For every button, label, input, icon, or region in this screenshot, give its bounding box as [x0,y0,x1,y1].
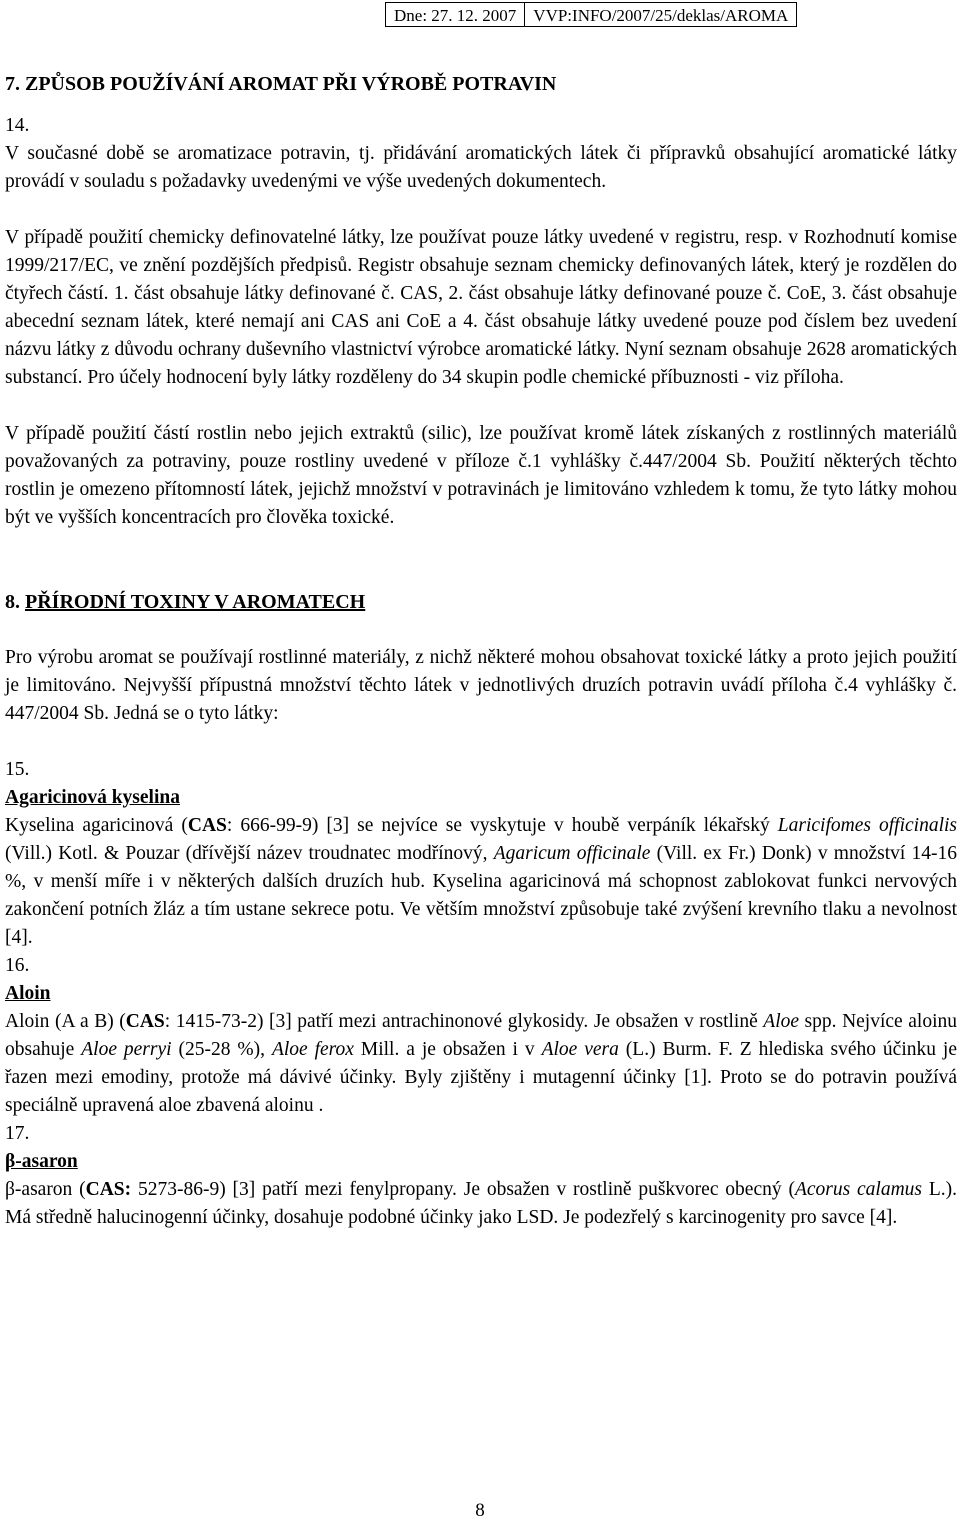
entry-17-title: β-asaron [5,1151,78,1172]
entry-15-text: Kyselina agaricinová (CAS: 666-99-9) [3] se nejvíce se vyskytuje v houbě verpáník lékařský Laricifomes officinalis (Vill.) Kotl. & Pouzar (dřívější název troudnatec modřínový, Agaricum officinale (Vill. ex Fr.) Donk) v množství 14-16 %, v menší míře i v některých dalších druzích hub. Kyselina agaricinová má schopnost zablokovat funkci nervových zakončení potních žláz a tím ustane sekrece potu. Ve větším množství způsobuje také zvýšení krevního tlaku a nevolnost [4]. [5,815,957,948]
paragraph-number-14: 14. [5,115,30,136]
section-8-heading-number: 8. [5,591,25,613]
section-8-heading-text: PŘÍRODNÍ TOXINY V AROMATECH [25,591,366,613]
entry-17-number: 17. [5,1123,30,1144]
section-7-paragraph-3: V případě použití částí rostlin nebo jejich extraktů (silic), lze používat kromě látek získaných z rostlinných materiálů považovaných za potraviny, pouze rostliny uvedené v příloze č.1 vyhlášky č.447/2004 Sb. Použití některých těchto rostlin je omezeno přítomností látek, jejichž množství v potravinách je limitováno vzhledem k tomu, že tyto látky mohou být ve vyšších koncentracích pro člověka toxické. [5,423,957,528]
entry-16-title: Aloin [5,983,51,1004]
page-number: 8 [475,1500,485,1521]
document-body [5,70,957,1232]
document-header [385,2,797,27]
entry-15-number: 15. [5,759,30,780]
section-8-intro: Pro výrobu aromat se používají rostlinné materiály, z nichž některé mohou obsahovat toxické látky a proto jejich použití je limitováno. Nejvyšší přípustná množství těchto látek v jednotlivých druzích potravin uvádí příloha č.4 vyhlášky č. 447/2004 Sb. Jedná se o tyto látky: [5,647,957,724]
header-date: Dne: 27. 12. 2007 [385,2,525,27]
entry-16-text: Aloin (A a B) (CAS: 1415-73-2) [3] patří mezi antrachinonové glykosidy. Je obsažen v rostlině Aloe spp. Nejvíce aloinu obsahuje Aloe perryi (25-28 %), Aloe ferox Mill. a je obsažen i v Aloe vera (L.) Burm. F. Z hlediska svého účinku je řazen mezi emodiny, protože má dávivé účinky. Byly zjištěny i mutagenní účinky [1]. Proto se do potravin používá speciálně upravená aloe zbavená aloinu . [5,1011,958,1116]
section-7-heading: 7. ZPŮSOB POUŽÍVÁNÍ AROMAT PŘI VÝROBĚ POTRAVIN [5,73,557,95]
header-reference: VVP:INFO/2007/25/deklas/AROMA [525,2,797,27]
entry-16-number: 16. [5,955,30,976]
entry-17-text: β-asaron (CAS: 5273-86-9) [3] patří mezi fenylpropany. Je obsažen v rostlině puškvorec obecný (Acorus calamus L.). Má středně halucinogenní účinky, dosahuje podobné účinky jako LSD. Je podezřelý s karcinogenity pro savce [4]. [5,1179,957,1228]
entry-15-title: Agaricinová kyselina [5,787,180,808]
section-8-heading [5,588,957,616]
section-7-paragraph-1: V současné době se aromatizace potravin, tj. přidávání aromatických látek či přípravků obsahující aromatické látky provádí v souladu s požadavky uvedenými ve výše uvedených dokumentech. [5,143,957,192]
section-7-paragraph-2: V případě použití chemicky definovatelné látky, lze používat pouze látky uvedené v registru, resp. v Rozhodnutí komise 1999/217/EC, ve znění pozdějších předpisů. Registr obsahuje seznam chemicky definovaných látek, který je rozdělen do čtyřech částí. 1. část obsahuje látky definované č. CAS, 2. část obsahuje látky definované pouze č. CoE, 3. část obsahuje abecední seznam látek, které nemají ani CAS ani CoE a 4. část obsahuje látky uvedené pouze pod číslem bez uvedení názvu látky z důvodu ochrany duševního vlastnictví výrobce aromatické látky. Nyní seznam obsahuje 2628 aromatických substancí. Pro účely hodnocení byly látky rozděleny do 34 skupin podle chemické příbuznosti - viz příloha. [5,227,957,388]
